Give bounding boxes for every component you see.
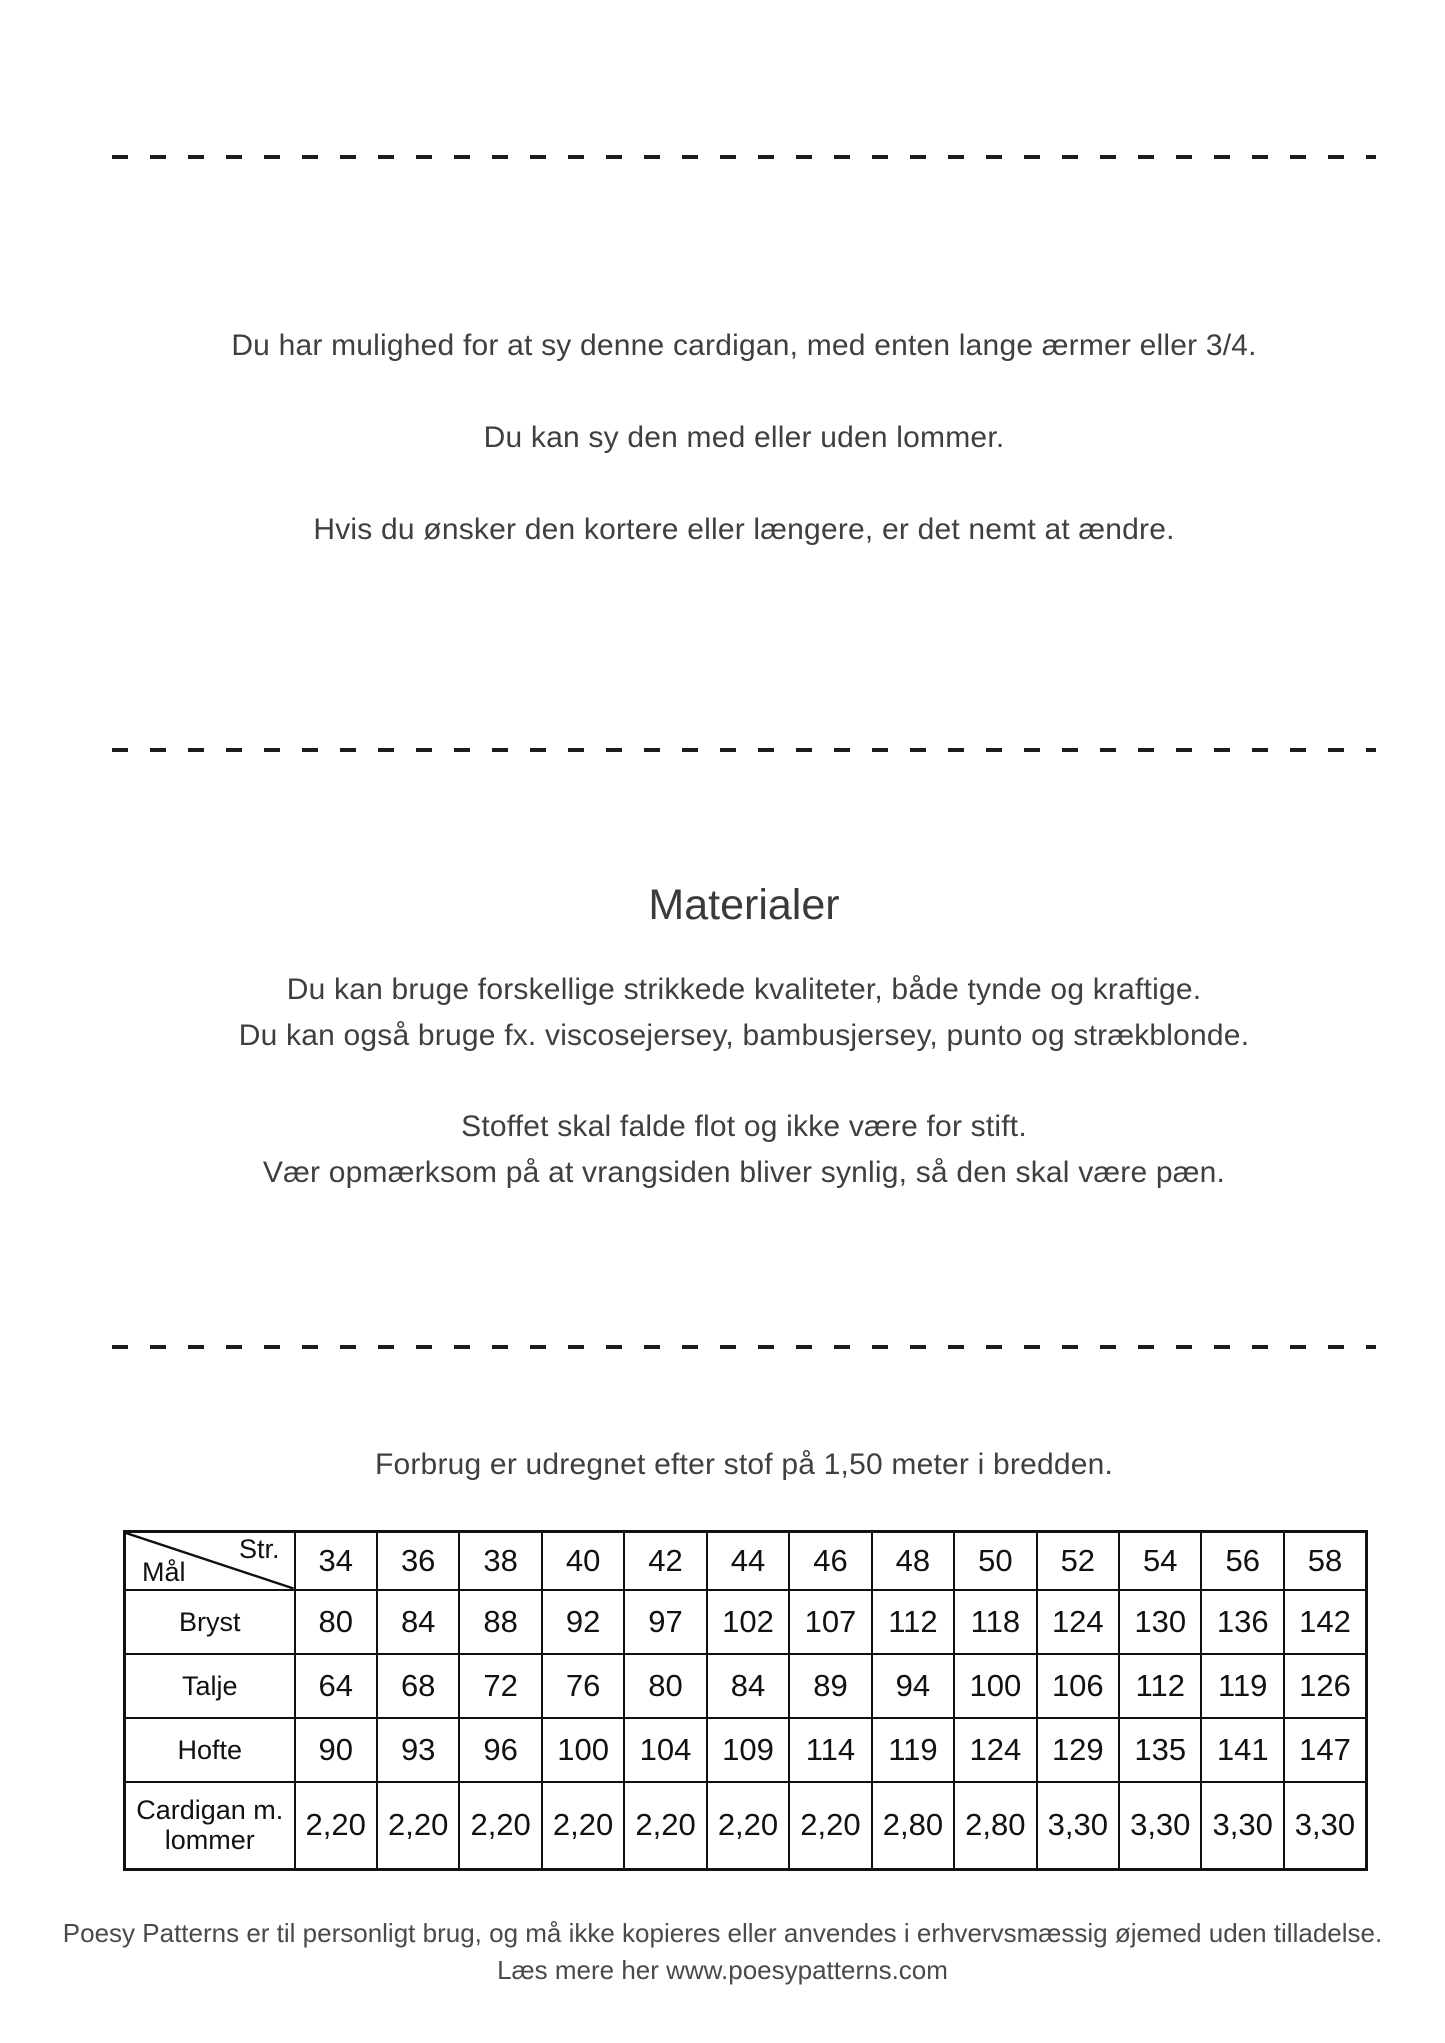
value-cell: 2,20 — [542, 1782, 624, 1870]
value-cell: 3,30 — [1201, 1782, 1283, 1870]
value-cell: 100 — [542, 1718, 624, 1782]
dashed-divider-top — [112, 155, 1376, 159]
value-cell: 130 — [1119, 1590, 1201, 1654]
value-cell: 119 — [1201, 1654, 1283, 1718]
size-header-cell: 48 — [872, 1532, 954, 1590]
materials-fabric-paragraph — [112, 967, 1376, 1059]
size-header-cell: 36 — [377, 1532, 459, 1590]
size-header-cell: 38 — [459, 1532, 541, 1590]
materials-drape-paragraph — [112, 1104, 1376, 1196]
fabric-usage-note: Forbrug er udregnet efter stof på 1,50 meter i bredden. — [374, 1448, 1114, 1481]
value-cell: 112 — [872, 1590, 954, 1654]
materials-fabric-line-1: Du kan bruge forskellige strikkede kvaliteter, både tynde og kraftige. — [286, 973, 1202, 1006]
value-cell: 2,20 — [624, 1782, 706, 1870]
value-cell: 3,30 — [1037, 1782, 1119, 1870]
value-cell: 2,20 — [459, 1782, 541, 1870]
value-cell: 80 — [624, 1654, 706, 1718]
value-cell: 92 — [542, 1590, 624, 1654]
value-cell: 68 — [377, 1654, 459, 1718]
materials-drape-line-1: Stoffet skal falde flot og ikke være for stift. — [461, 1110, 1027, 1143]
intro-paragraph-pockets: Du kan sy den med eller uden lommer. — [483, 421, 1005, 454]
table-row — [125, 1718, 1367, 1782]
value-cell: 2,20 — [295, 1782, 377, 1870]
value-cell: 2,20 — [707, 1782, 789, 1870]
size-header-cell: 42 — [624, 1532, 706, 1590]
size-table-body — [125, 1590, 1367, 1870]
size-header-cell: 58 — [1284, 1532, 1367, 1590]
size-header-cell: 56 — [1201, 1532, 1283, 1590]
materials-drape-line-2: Vær opmærksom på at vrangsiden bliver synlig, så den skal være pæn. — [262, 1156, 1226, 1189]
table-row — [125, 1782, 1367, 1870]
value-cell: 94 — [872, 1654, 954, 1718]
dashed-divider-bottom — [112, 1345, 1376, 1349]
value-cell: 102 — [707, 1590, 789, 1654]
size-header-cell: 46 — [789, 1532, 871, 1590]
value-cell: 119 — [872, 1718, 954, 1782]
measure-label-cell: Talje — [125, 1654, 295, 1718]
footer-website-line: Læs mere her www.poesypatterns.com — [497, 1955, 948, 1985]
materials-fabric-line-2: Du kan også bruge fx. viscosejersey, bambusjersey, punto og strækblonde. — [238, 1019, 1250, 1052]
value-cell: 96 — [459, 1718, 541, 1782]
value-cell: 3,30 — [1119, 1782, 1201, 1870]
dashed-divider-middle — [112, 748, 1376, 752]
value-cell: 106 — [1037, 1654, 1119, 1718]
corner-label-size: Str. — [238, 1534, 280, 1564]
value-cell: 93 — [377, 1718, 459, 1782]
value-cell: 89 — [789, 1654, 871, 1718]
table-row — [125, 1590, 1367, 1654]
value-cell: 135 — [1119, 1718, 1201, 1782]
value-cell: 136 — [1201, 1590, 1283, 1654]
value-cell: 2,80 — [872, 1782, 954, 1870]
value-cell: 80 — [295, 1590, 377, 1654]
value-cell: 141 — [1201, 1718, 1283, 1782]
value-cell: 90 — [295, 1718, 377, 1782]
value-cell: 84 — [707, 1654, 789, 1718]
size-header-cell: 34 — [295, 1532, 377, 1590]
materials-heading: Materialer — [648, 881, 840, 929]
value-cell: 72 — [459, 1654, 541, 1718]
footer-copyright-line: Poesy Patterns er til personligt brug, og må ikke kopieres eller anvendes i erhvervsmæssig øjemed uden tilladelse. — [62, 1918, 1383, 1948]
value-cell: 118 — [954, 1590, 1036, 1654]
value-cell: 147 — [1284, 1718, 1367, 1782]
value-cell: 114 — [789, 1718, 871, 1782]
value-cell: 109 — [707, 1718, 789, 1782]
value-cell: 76 — [542, 1654, 624, 1718]
measure-label-cell: Cardigan m. lommer — [125, 1782, 295, 1870]
value-cell: 142 — [1284, 1590, 1367, 1654]
table-row — [125, 1654, 1367, 1718]
size-header-cell: 54 — [1119, 1532, 1201, 1590]
value-cell: 112 — [1119, 1654, 1201, 1718]
size-header-cell: 44 — [707, 1532, 789, 1590]
intro-paragraph-length: Hvis du ønsker den kortere eller længere, er det nemt at ændre. — [313, 513, 1175, 546]
measure-label-cell: Bryst — [125, 1590, 295, 1654]
size-header-cell: 40 — [542, 1532, 624, 1590]
intro-paragraph-sleeves: Du har mulighed for at sy denne cardigan, med enten lange ærmer eller 3/4. — [231, 329, 1257, 362]
value-cell: 97 — [624, 1590, 706, 1654]
value-cell: 104 — [624, 1718, 706, 1782]
size-measurement-table — [123, 1530, 1368, 1871]
value-cell: 3,30 — [1284, 1782, 1367, 1870]
value-cell: 124 — [954, 1718, 1036, 1782]
value-cell: 2,20 — [377, 1782, 459, 1870]
value-cell: 129 — [1037, 1718, 1119, 1782]
value-cell: 2,20 — [789, 1782, 871, 1870]
value-cell: 107 — [789, 1590, 871, 1654]
value-cell: 64 — [295, 1654, 377, 1718]
value-cell: 100 — [954, 1654, 1036, 1718]
corner-cell — [125, 1532, 295, 1590]
value-cell: 84 — [377, 1590, 459, 1654]
value-cell: 2,80 — [954, 1782, 1036, 1870]
size-header-row — [125, 1532, 1367, 1590]
value-cell: 126 — [1284, 1654, 1367, 1718]
measure-label-cell: Hofte — [125, 1718, 295, 1782]
value-cell: 88 — [459, 1590, 541, 1654]
size-header-cell: 52 — [1037, 1532, 1119, 1590]
value-cell: 124 — [1037, 1590, 1119, 1654]
size-header-cell: 50 — [954, 1532, 1036, 1590]
corner-label-measure: Mål — [142, 1556, 186, 1587]
